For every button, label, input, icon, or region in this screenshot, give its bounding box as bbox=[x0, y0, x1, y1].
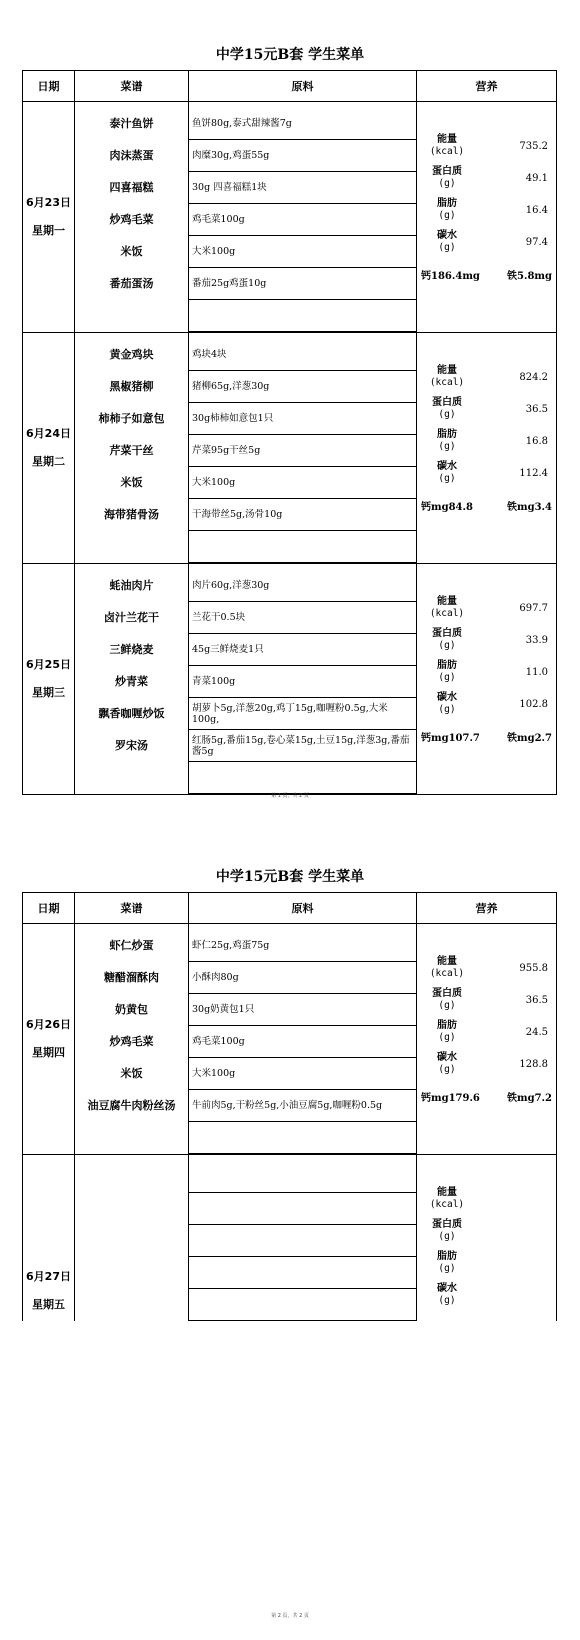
protein-row bbox=[417, 393, 556, 425]
ingredient-entry: 鸡毛菜100g bbox=[189, 1026, 416, 1058]
energy-unit: (kcal) bbox=[429, 146, 465, 157]
header-dish: 菜谱 bbox=[75, 893, 189, 924]
energy-unit: (kcal) bbox=[429, 377, 465, 388]
dish-name: 三鲜烧麦 bbox=[109, 643, 154, 656]
ingredient-entry: 大米100g bbox=[189, 467, 416, 499]
ingredient-entry: 肉片60g,洋葱30g bbox=[189, 570, 416, 602]
dish-name: 肉沫蒸蛋 bbox=[109, 149, 154, 162]
protein-value: 36.5 bbox=[525, 403, 548, 415]
calcium-value: 钙mg179.6 bbox=[421, 1092, 480, 1104]
ingredient-entry bbox=[189, 1225, 416, 1257]
ingredient-entry: 青菜100g bbox=[189, 666, 416, 698]
ingredient-entry: 干海带丝5g,汤骨10g bbox=[189, 499, 416, 531]
dish-name bbox=[75, 1257, 188, 1289]
carbs-unit: (g) bbox=[438, 242, 456, 253]
ingredient-entry bbox=[189, 762, 416, 794]
fat-value: 16.8 bbox=[525, 435, 548, 447]
protein-row bbox=[417, 984, 556, 1016]
date-text: 6月24日 bbox=[26, 427, 71, 440]
fat-unit: (g) bbox=[438, 1263, 456, 1274]
ingredient-entry: 红肠5g,番茄15g,卷心菜15g,土豆15g,洋葱3g,番茄酱5g bbox=[189, 730, 416, 762]
fat-label: 脂肪 bbox=[437, 1020, 457, 1031]
ingredient-entry: 胡萝卜5g,洋葱20g,鸡丁15g,咖喱粉0.5g,大米100g, bbox=[189, 698, 416, 730]
carbs-unit: (g) bbox=[438, 1295, 456, 1306]
fat-value: 24.5 bbox=[525, 1026, 548, 1038]
ingredient-entry: 兰花干0.5块 bbox=[189, 602, 416, 634]
fat-unit: (g) bbox=[438, 441, 456, 452]
dish-name: 油豆腐牛肉粉丝汤 bbox=[87, 1099, 176, 1112]
weekday-text: 星期二 bbox=[32, 455, 65, 468]
page-2 bbox=[0, 820, 580, 1640]
ingredient-entry bbox=[189, 1193, 416, 1225]
ingredients-cell bbox=[189, 333, 417, 564]
date-text: 6月25日 bbox=[26, 658, 71, 671]
energy-label: 能量 bbox=[437, 1187, 457, 1198]
ingredients-cell bbox=[189, 1155, 417, 1322]
ingredient-entry: 大米100g bbox=[189, 1058, 416, 1090]
header-ingredients: 原料 bbox=[189, 893, 417, 924]
protein-label: 蛋白质 bbox=[432, 628, 462, 639]
dish-name bbox=[75, 300, 188, 332]
protein-unit: (g) bbox=[438, 178, 456, 189]
dish-name: 米饭 bbox=[120, 245, 143, 258]
fat-label: 脂肪 bbox=[437, 429, 457, 440]
carbs-row bbox=[417, 226, 556, 258]
dish-cell bbox=[75, 102, 189, 333]
date-cell bbox=[23, 1155, 75, 1322]
protein-unit: (g) bbox=[438, 1231, 456, 1242]
ingredient-entry bbox=[189, 531, 416, 563]
carbs-row bbox=[417, 688, 556, 720]
fat-row bbox=[417, 425, 556, 457]
protein-value: 49.1 bbox=[525, 172, 548, 184]
carbs-label: 碳水 bbox=[437, 1283, 457, 1294]
energy-label: 能量 bbox=[437, 956, 457, 967]
fat-value: 11.0 bbox=[525, 666, 548, 678]
energy-value: 697.7 bbox=[519, 602, 548, 614]
nutrition-cell bbox=[417, 564, 557, 795]
ingredient-entry: 鸡毛菜100g bbox=[189, 204, 416, 236]
dish-name: 罗宋汤 bbox=[115, 739, 148, 752]
page-footer: 第 1 页，共 2 页 bbox=[271, 793, 309, 799]
carbs-value: 112.4 bbox=[519, 467, 548, 479]
dish-name: 番茄蛋汤 bbox=[109, 277, 154, 290]
ingredient-entry bbox=[189, 300, 416, 332]
carbs-unit: (g) bbox=[438, 704, 456, 715]
weekday-text: 星期一 bbox=[32, 224, 65, 237]
fat-row bbox=[417, 1016, 556, 1048]
energy-unit: (kcal) bbox=[429, 1199, 465, 1210]
ingredient-entry: 虾仁25g,鸡蛋75g bbox=[189, 930, 416, 962]
dish-name bbox=[75, 531, 188, 563]
header-row bbox=[23, 71, 557, 102]
day-row bbox=[23, 924, 557, 1155]
iron-value: 铁5.8mg bbox=[507, 270, 552, 282]
dish-cell bbox=[75, 333, 189, 564]
protein-unit: (g) bbox=[438, 640, 456, 651]
date-cell bbox=[23, 102, 75, 333]
protein-unit: (g) bbox=[438, 1000, 456, 1011]
header-dish: 菜谱 bbox=[75, 71, 189, 102]
carbs-label: 碳水 bbox=[437, 230, 457, 241]
carbs-row bbox=[417, 1048, 556, 1080]
ingredient-entry bbox=[189, 1289, 416, 1321]
ingredients-cell bbox=[189, 924, 417, 1155]
fat-row bbox=[417, 656, 556, 688]
calcium-value: 钙mg84.8 bbox=[421, 501, 473, 513]
iron-value: 铁mg2.7 bbox=[507, 732, 552, 744]
date-text: 6月27日 bbox=[26, 1270, 71, 1283]
dish-name: 糖醋溜酥肉 bbox=[104, 971, 159, 984]
dish-name: 炒青菜 bbox=[115, 675, 148, 688]
ingredient-entry: 30g柿柿如意包1只 bbox=[189, 403, 416, 435]
day-row bbox=[23, 333, 557, 564]
page-title: 中学15元B套 学生菜单 bbox=[215, 47, 365, 63]
nutrition-cell bbox=[417, 102, 557, 333]
fat-label: 脂肪 bbox=[437, 198, 457, 209]
menu-table bbox=[22, 892, 557, 1321]
energy-label: 能量 bbox=[437, 134, 457, 145]
dish-cell bbox=[75, 1155, 189, 1322]
dish-name: 泰汁鱼饼 bbox=[109, 117, 154, 130]
dish-name bbox=[75, 762, 188, 794]
energy-row bbox=[417, 361, 556, 393]
fat-unit: (g) bbox=[438, 210, 456, 221]
fat-unit: (g) bbox=[438, 672, 456, 683]
page-footer: 第 2 页，共 2 页 bbox=[271, 1613, 309, 1619]
ingredients-cell bbox=[189, 564, 417, 795]
header-row bbox=[23, 893, 557, 924]
fat-label: 脂肪 bbox=[437, 1251, 457, 1262]
dish-name: 虾仁炒蛋 bbox=[109, 939, 154, 952]
ingredient-entry bbox=[189, 1257, 416, 1289]
dish-name bbox=[75, 1289, 188, 1321]
header-nutrition: 营养 bbox=[417, 893, 557, 924]
energy-unit: (kcal) bbox=[429, 608, 465, 619]
carbs-label: 碳水 bbox=[437, 692, 457, 703]
date-cell bbox=[23, 924, 75, 1155]
dish-name bbox=[75, 1161, 188, 1193]
minerals-row bbox=[417, 1080, 556, 1112]
nutrition-cell bbox=[417, 333, 557, 564]
weekday-text: 星期五 bbox=[32, 1298, 65, 1311]
carbs-value: 102.8 bbox=[519, 698, 548, 710]
protein-label: 蛋白质 bbox=[432, 166, 462, 177]
carbs-unit: (g) bbox=[438, 473, 456, 484]
dish-name: 飘香咖喱炒饭 bbox=[98, 707, 165, 720]
nutrition-cell bbox=[417, 1155, 557, 1322]
protein-label: 蛋白质 bbox=[432, 988, 462, 999]
header-date: 日期 bbox=[23, 893, 75, 924]
dish-name: 米饭 bbox=[120, 1067, 143, 1080]
day-row bbox=[23, 102, 557, 333]
fat-unit: (g) bbox=[438, 1032, 456, 1043]
energy-row bbox=[417, 1183, 556, 1215]
ingredient-entry bbox=[189, 1122, 416, 1154]
carbs-label: 碳水 bbox=[437, 1052, 457, 1063]
header-date: 日期 bbox=[23, 71, 75, 102]
energy-value: 955.8 bbox=[519, 962, 548, 974]
dish-name: 米饭 bbox=[120, 476, 143, 489]
date-cell bbox=[23, 333, 75, 564]
dish-name: 柿柿子如意包 bbox=[98, 412, 165, 425]
day-row bbox=[23, 564, 557, 795]
protein-unit: (g) bbox=[438, 409, 456, 420]
dish-name: 芹菜干丝 bbox=[109, 444, 154, 457]
dish-name: 海带猪骨汤 bbox=[104, 508, 159, 521]
calcium-value: 钙186.4mg bbox=[421, 270, 480, 282]
fat-row bbox=[417, 194, 556, 226]
carbs-value: 128.8 bbox=[519, 1058, 548, 1070]
energy-value: 824.2 bbox=[519, 371, 548, 383]
ingredient-entry: 鸡块4块 bbox=[189, 339, 416, 371]
dish-name: 卤汁兰花干 bbox=[104, 611, 159, 624]
date-text: 6月26日 bbox=[26, 1018, 71, 1031]
iron-value: 铁mg3.4 bbox=[507, 501, 552, 513]
protein-label: 蛋白质 bbox=[432, 397, 462, 408]
protein-row bbox=[417, 1215, 556, 1247]
date-cell bbox=[23, 564, 75, 795]
ingredient-entry: 鱼饼80g,泰式甜辣酱7g bbox=[189, 108, 416, 140]
dish-cell bbox=[75, 924, 189, 1155]
dish-name: 黄金鸡块 bbox=[109, 348, 154, 361]
dish-name bbox=[75, 1225, 188, 1257]
weekday-text: 星期三 bbox=[32, 686, 65, 699]
protein-row bbox=[417, 162, 556, 194]
energy-row bbox=[417, 952, 556, 984]
dish-name: 四喜福糕 bbox=[109, 181, 154, 194]
calcium-value: 钙mg107.7 bbox=[421, 732, 480, 744]
date-text: 6月23日 bbox=[26, 196, 71, 209]
energy-label: 能量 bbox=[437, 365, 457, 376]
carbs-value: 97.4 bbox=[525, 236, 548, 248]
ingredient-entry: 肉糜30g,鸡蛋55g bbox=[189, 140, 416, 172]
ingredient-entry bbox=[189, 1161, 416, 1193]
dish-name: 蚝油肉片 bbox=[109, 579, 154, 592]
energy-label: 能量 bbox=[437, 596, 457, 607]
dish-name bbox=[75, 1193, 188, 1225]
dish-name: 黑椒猪柳 bbox=[109, 380, 154, 393]
energy-row bbox=[417, 592, 556, 624]
protein-row bbox=[417, 624, 556, 656]
protein-value: 36.5 bbox=[525, 994, 548, 1006]
ingredients-cell bbox=[189, 102, 417, 333]
carbs-row bbox=[417, 1279, 556, 1311]
ingredient-entry: 小酥肉80g bbox=[189, 962, 416, 994]
minerals-row bbox=[417, 720, 556, 752]
carbs-unit: (g) bbox=[438, 1064, 456, 1075]
dish-name: 奶黄包 bbox=[115, 1003, 148, 1016]
energy-row bbox=[417, 130, 556, 162]
protein-label: 蛋白质 bbox=[432, 1219, 462, 1230]
protein-value: 33.9 bbox=[525, 634, 548, 646]
ingredient-entry: 牛前肉5g,干粉丝5g,小油豆腐5g,咖喱粉0.5g bbox=[189, 1090, 416, 1122]
ingredient-entry: 30g奶黄包1只 bbox=[189, 994, 416, 1026]
menu-table bbox=[22, 70, 557, 795]
ingredient-entry: 大米100g bbox=[189, 236, 416, 268]
page-title: 中学15元B套 学生菜单 bbox=[215, 869, 365, 885]
iron-value: 铁mg7.2 bbox=[507, 1092, 552, 1104]
fat-value: 16.4 bbox=[525, 204, 548, 216]
carbs-label: 碳水 bbox=[437, 461, 457, 472]
header-ingredients: 原料 bbox=[189, 71, 417, 102]
energy-unit: (kcal) bbox=[429, 968, 465, 979]
dish-name: 炒鸡毛菜 bbox=[109, 1035, 154, 1048]
ingredient-entry: 30g 四喜福糕1块 bbox=[189, 172, 416, 204]
ingredient-entry: 45g三鲜烧麦1只 bbox=[189, 634, 416, 666]
weekday-text: 星期四 bbox=[32, 1046, 65, 1059]
ingredient-entry: 番茄25g鸡蛋10g bbox=[189, 268, 416, 300]
nutrition-cell bbox=[417, 924, 557, 1155]
ingredient-entry: 芹菜95g干丝5g bbox=[189, 435, 416, 467]
carbs-row bbox=[417, 457, 556, 489]
day-row bbox=[23, 1155, 557, 1322]
minerals-row bbox=[417, 489, 556, 521]
header-nutrition: 营养 bbox=[417, 71, 557, 102]
ingredient-entry: 猪柳65g,洋葱30g bbox=[189, 371, 416, 403]
dish-name bbox=[75, 1122, 188, 1154]
fat-label: 脂肪 bbox=[437, 660, 457, 671]
fat-row bbox=[417, 1247, 556, 1279]
energy-value: 735.2 bbox=[519, 140, 548, 152]
dish-name: 炒鸡毛菜 bbox=[109, 213, 154, 226]
dish-cell bbox=[75, 564, 189, 795]
minerals-row bbox=[417, 258, 556, 290]
